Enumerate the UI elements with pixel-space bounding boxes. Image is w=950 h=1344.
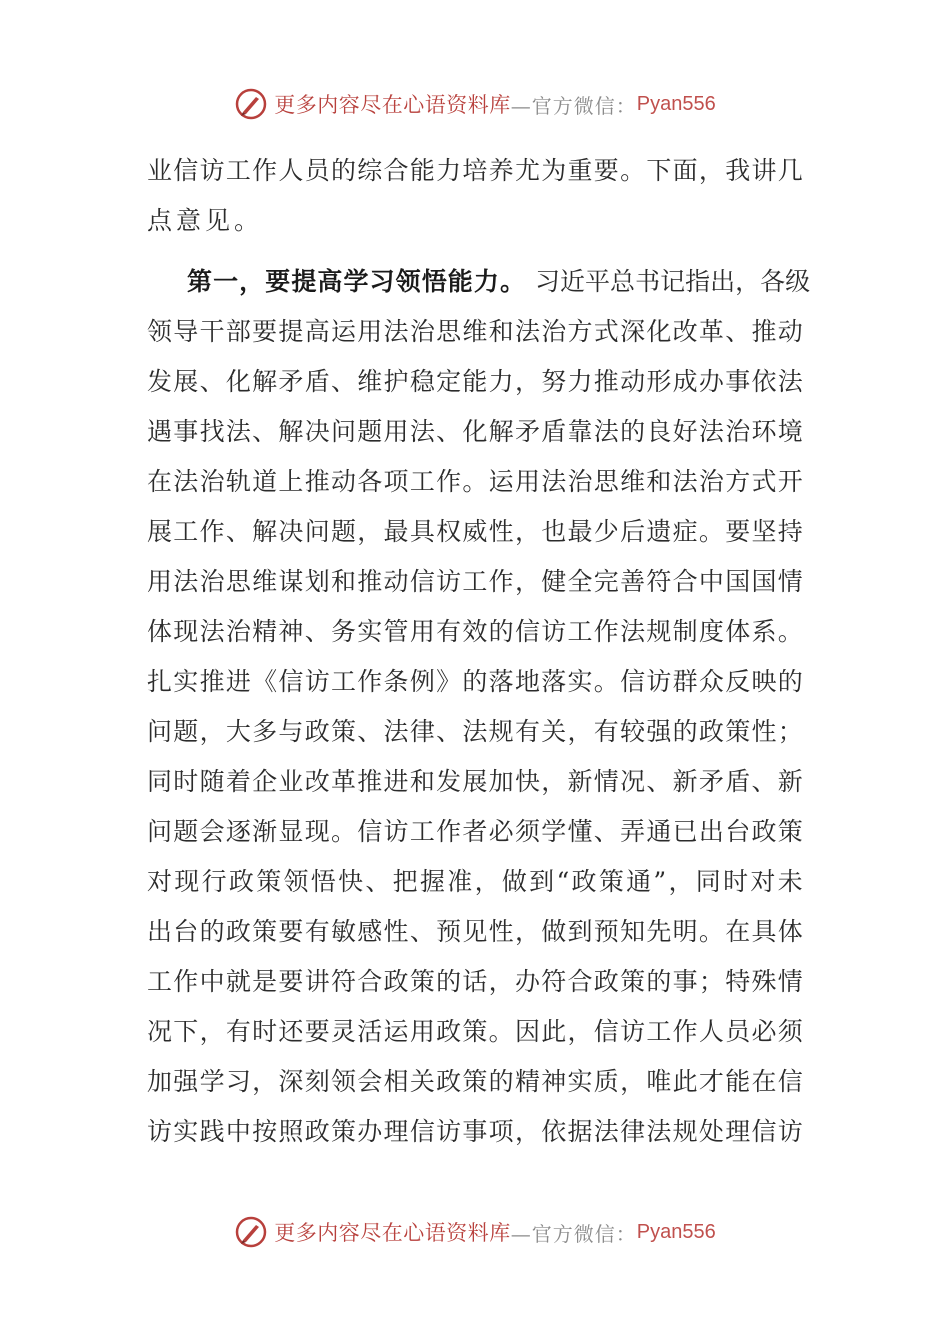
paragraph2-line-14: 出 台 的 政 策 要 有 敏 感 性 、 预 见 性 ， 做 到 预 知 先 明 。 在 具 体 <box>147 917 803 946</box>
watermark-sub-text: —官方微信： <box>510 1221 637 1246</box>
paragraph2-line-12: 问 题 会 逐 渐 显 现 。 信 访 工 作 者 必 须 学 懂 、 弄 通 已 出 台 政 策 <box>147 817 803 846</box>
watermark-main-text: 更多内容尽在心语资料库 <box>274 93 511 117</box>
paragraph2-line-15: 工 作 中 就 是 要 讲 符 合 政 策 的 话 ， 办 符 合 政 策 的 事 ； 特 殊 情 <box>147 967 803 996</box>
paragraph2-line-3: 发 展 、 化 解 矛 盾 、 维 护 稳 定 能 力 ， 努 力 推 动 形 成 办 事 依 法 <box>147 367 803 396</box>
document-body <box>147 146 811 1157</box>
pen-logo-icon <box>234 87 268 121</box>
paragraph2-line-9: 扎 实 推 进 《 信 访 工 作 条 例 》 的 落 地 落 实 。 信 访 群 众 反 映 的 <box>147 667 803 696</box>
paragraph2-line-17: 加 强 学 习 ， 深 刻 领 会 相 关 政 策 的 精 神 实 质 ， 唯 此 才 能 在 信 <box>147 1067 803 1096</box>
paragraph2-line-2: 领 导 干 部 要 提 高 运 用 法 治 思 维 和 法 治 方 式 深 化 改 革 、 推 动 <box>147 317 803 346</box>
watermark-id-text: Pyan556 <box>636 92 716 115</box>
footer-watermark <box>0 1212 950 1252</box>
paragraph2-line-7: 用 法 治 思 维 谋 划 和 推 动 信 访 工 作 ， 健 全 完 善 符 合 中 国 国 情 <box>147 567 803 596</box>
paragraph2-line-10: 问 题 ， 大 多 与 政 策 、 法 律 、 法 规 有 关 ， 有 较 强 的 政 策 性 ； <box>147 717 803 746</box>
paragraph2-lead-heading: 第 一 ， 要 提 高 学 习 领 悟 能 力 。 <box>187 267 525 296</box>
paragraph2-line-1 <box>147 257 811 307</box>
paragraph2-line-11: 同 时 随 着 企 业 改 革 推 进 和 发 展 加 快 ， 新 情 况 、 新 矛 盾 、 新 <box>147 767 803 796</box>
paragraph2-first-line-rest: 习 近 平 总 书 记 指 出 ， 各 级 <box>535 267 811 296</box>
paragraph2-line-4: 遇 事 找 法 、 解 决 问 题 用 法 、 化 解 矛 盾 靠 法 的 良 好 法 治 环 境 <box>147 417 803 446</box>
paragraph1-line-1: 业 信 访 工 作 人 员 的 综 合 能 力 培 养 尤 为 重 要 。 下 面 ， 我 讲 几 <box>147 156 803 185</box>
paragraph2-line-13: 对 现 行 政 策 领 悟 快 、 把 握 准 ， 做 到 “ 政 策 通 ” ， 同 时 对 未 <box>147 867 803 896</box>
paragraph2-lines <box>147 307 807 1157</box>
paragraph1-line-2: 点意见。 <box>147 206 264 235</box>
watermark-sub-text: —官方微信： <box>510 93 637 118</box>
paragraph2-line-16: 况 下 ， 有 时 还 要 灵 活 运 用 政 策 。 因 此 ， 信 访 工 作 人 员 必 须 <box>147 1017 803 1046</box>
watermark-main-text: 更多内容尽在心语资料库 <box>274 1221 511 1245</box>
paragraph2-line-8: 体 现 法 治 精 神 、 务 实 管 用 有 效 的 信 访 工 作 法 规 制 度 体 系 。 <box>147 617 803 646</box>
paragraph2-line-6: 展 工 作 、 解 决 问 题 ， 最 具 权 威 性 ， 也 最 少 后 遗 症 。 要 坚 持 <box>147 517 803 546</box>
pen-logo-icon <box>234 1215 268 1249</box>
paragraph2-line-18: 访 实 践 中 按 照 政 策 办 理 信 访 事 项 ， 依 据 法 律 法 规 处 理 信 访 <box>147 1117 803 1146</box>
header-watermark <box>0 84 950 124</box>
paragraph2-line-5: 在 法 治 轨 道 上 推 动 各 项 工 作 。 运 用 法 治 思 维 和 法 治 方 式 开 <box>147 467 803 496</box>
watermark-id-text: Pyan556 <box>636 1220 716 1243</box>
